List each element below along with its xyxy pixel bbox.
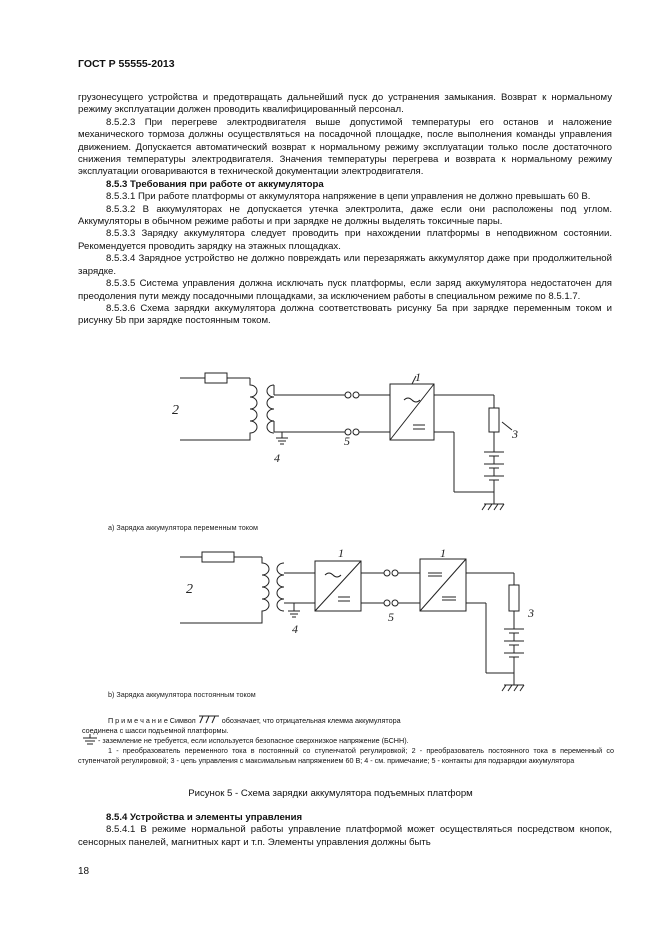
section-heading: 8.5.4 Устройства и элементы управления (106, 812, 303, 823)
paragraph: 8.5.3.2 В аккумуляторах не допускается утечка электролита, даже если они расположены под углом. Аккумуляторы в обычном режиме работы и при зарядке не должны выделять токсичные пары. (78, 203, 612, 228)
paragraph: грузонесущего устройства и предотвращать дальнейший пуск до устранения замыкания. Возврат к нормальному режиму эксплуатации должен проводить квалифицированный персонал. (78, 92, 612, 116)
label-control-circuit: 3 (512, 427, 518, 441)
figure-note (78, 714, 614, 766)
label-converter: 1 (338, 546, 344, 560)
text-block-1 (78, 92, 612, 328)
label-ground: 4 (274, 451, 280, 465)
text-block-2 (78, 812, 612, 849)
diagram-ac-charging (150, 370, 530, 520)
page-number: 18 (78, 866, 90, 877)
document-header: ГОСТ Р 55555-2013 (78, 58, 175, 70)
paragraph: 8.5.3.5 Система управления должна исключать пуск платформы, если заряд аккумулятора недостаточен для преодоления пути между посадочными площадками, за исключением работы в специальном режиме по 8.5.1.7. (78, 278, 612, 302)
label-contacts: 5 (344, 434, 350, 448)
section-heading: 8.5.3 Требования при работе от аккумулятора (106, 178, 324, 190)
diagram-dc-charging (170, 545, 534, 695)
note-legend: 1 - преобразователь переменного тока в постоянный со ступенчатой регулировкой; 2 - преобразователь постоянного тока в переменный со ступенчатой регулировкой; 3 - цепь управления с максимальным напряжением 60 В; 4 - см. примечание; 5 - контакты для подзарядки аккумулятора (78, 746, 614, 765)
chassis-ground-symbol-icon (198, 714, 220, 724)
caption-diagram-b: b) Зарядка аккумулятора постоянным током (108, 690, 256, 699)
label-control-circuit: 3 (528, 606, 534, 620)
note-intro: П р и м е ч а н и е Символ (108, 716, 196, 725)
label-contacts: 5 (388, 610, 394, 624)
paragraph: 8.5.3.6 Схема зарядки аккумулятора должна соответствовать рисунку 5а при зарядке переменным током и рисунку 5b при зарядке постоянным током. (78, 302, 612, 327)
label-inverter: 2 (186, 582, 193, 597)
label-inverter: 2 (172, 403, 179, 418)
caption-diagram-a: а) Зарядка аккумулятора переменным током (108, 523, 258, 532)
note-after-symbol: обозначает, что отрицательная клемма аккумулятора (221, 716, 401, 725)
paragraph: 8.5.3.4 Зарядное устройство не должно повреждать или перезаряжать аккумулятор даже при продолжительной зарядке. (78, 253, 612, 277)
label-converter: 1 (415, 370, 421, 384)
paragraph: 8.5.3.1 При работе платформы от аккумулятора напряжение в цепи управления не должно превышать 60 В. (106, 191, 591, 203)
note-line-3-text: - заземление не требуется, если используется безопасное сверхнизкое напряжение (БСНН). (98, 736, 409, 745)
paragraph: 8.5.2.3 При перегреве электродвигателя выше допустимой температуры его останов и наложение механического тормоза должны осуществляться на посадочной площадке, после выполнения команды управления движением. Допускается автоматический возврат к нормальному режиму эксплуатации только после достаточного снижения температуры электродвигателя. Значения температуры перегрева и возврата к нормальному режиму эксплуатации оговариваются в технической документации электродвигателя. (78, 116, 612, 178)
paragraph: 8.5.3.3 Зарядку аккумулятора следует проводить при нахождении платформы в неподвижном состоянии. Рекомендуется проводить зарядку на этажных площадках. (78, 228, 612, 252)
note-line-1 (78, 714, 614, 726)
paragraph: 8.5.4.1 В режиме нормальной работы управление платформой может осуществляться посредством кнопок, сенсорных панелей, магнитных карт и т.п. Элементы управления должны быть (78, 824, 612, 848)
label-converter: 1 (440, 546, 446, 560)
ground-symbol-icon (82, 734, 98, 746)
note-line-2: соединена с шасси подъемной платформы. (82, 726, 229, 735)
note-line-3 (78, 736, 614, 746)
figure-title: Рисунок 5 - Схема зарядки аккумулятора подъемных платформ (188, 788, 473, 799)
label-ground: 4 (292, 622, 298, 636)
